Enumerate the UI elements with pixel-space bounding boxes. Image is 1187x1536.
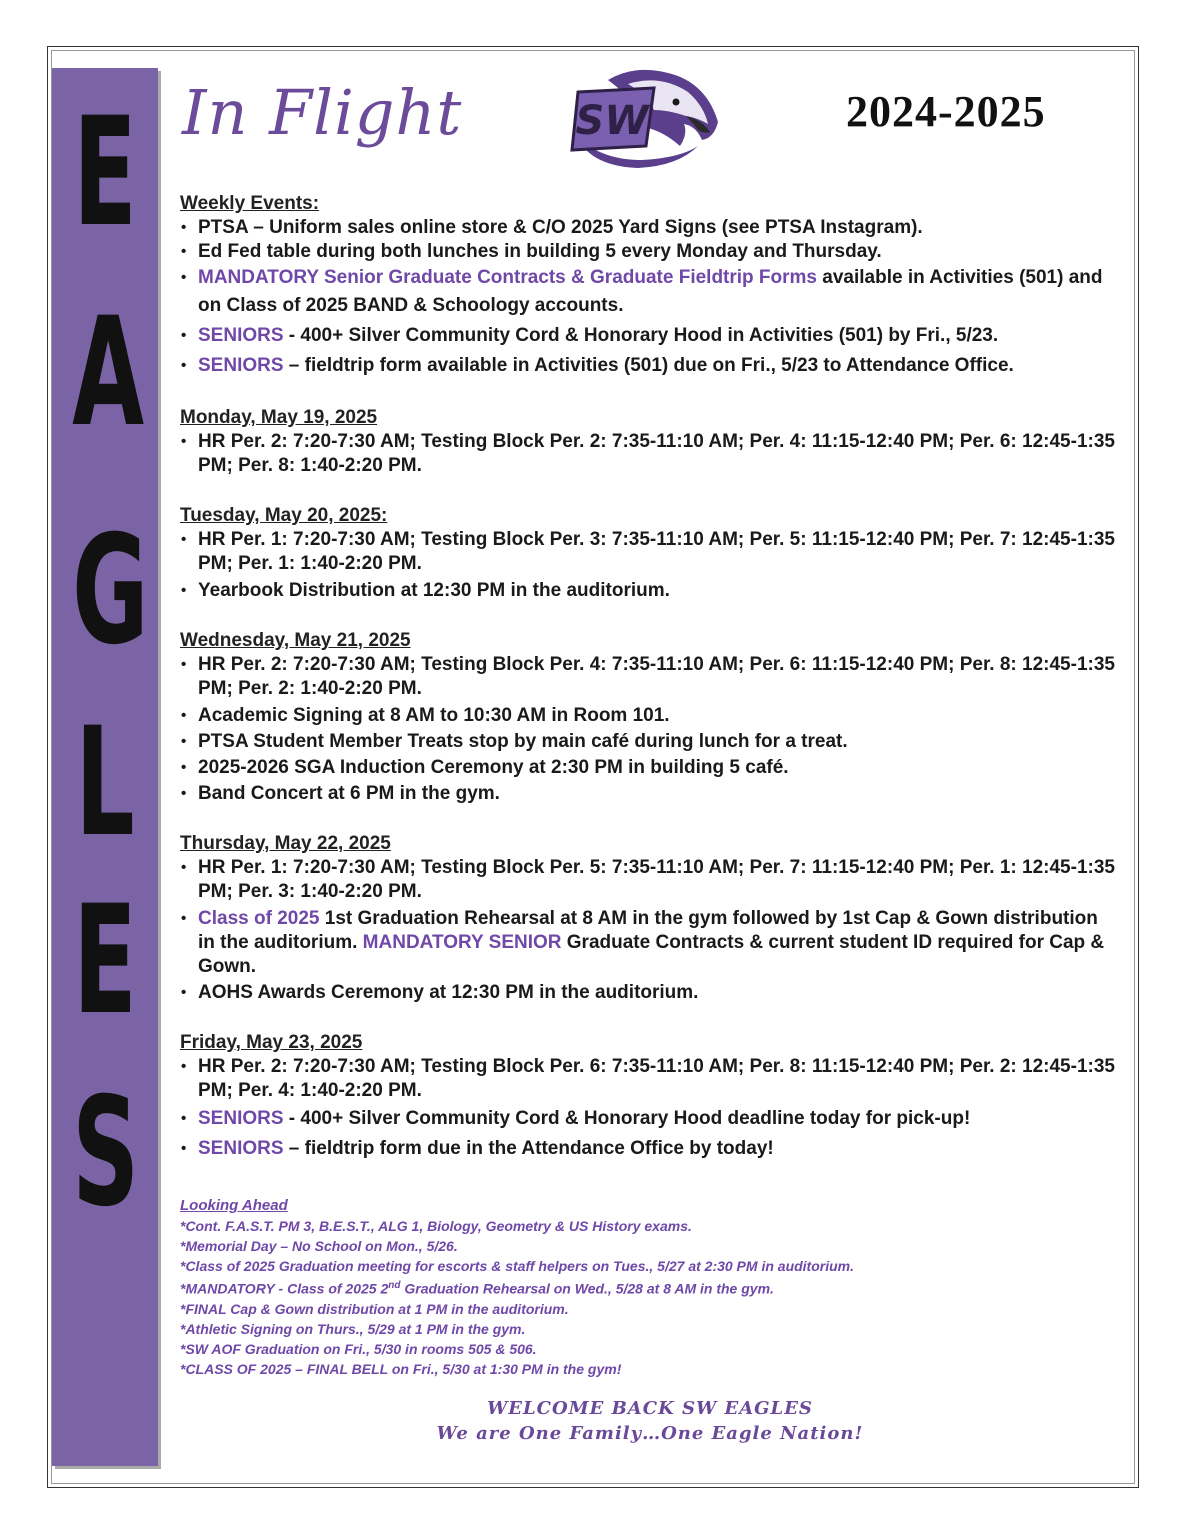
tuesday-list <box>180 528 1120 603</box>
welcome-banner: WELCOME BACK SW EAGLES <box>487 1398 813 1419</box>
side-letter: A <box>72 286 145 460</box>
looking-ahead-item: *Memorial Day – No School on Mon., 5/26. <box>180 1238 458 1254</box>
list-item: • HR Per. 1: 7:20-7:30 AM; Testing Block Per. 3: 7:35-11:10 AM; Per. 5: 11:15-12:40 PM; Per. 7: 12:45-1:35 PM; Per. 1: 1:40-2:20 PM. <box>180 528 1120 576</box>
side-letter: E <box>73 874 137 1048</box>
tuesday-heading: Tuesday, May 20, 2025: <box>180 505 388 526</box>
newsletter-title: In Flight <box>182 76 463 149</box>
looking-ahead-item: *SW AOF Graduation on Fri., 5/30 in rooms 505 & 506. <box>180 1340 537 1357</box>
list-item: • SENIORS - 400+ Silver Community Cord & Honorary Hood deadline today for pick-up! <box>180 1107 1120 1131</box>
list-item: • Band Concert at 6 PM in the gym. <box>180 782 1120 806</box>
monday-heading: Monday, May 19, 2025 <box>180 407 378 428</box>
looking-ahead-heading: Looking Ahead <box>180 1197 288 1214</box>
looking-ahead-section <box>180 1196 1100 1379</box>
list-item: • MANDATORY Senior Graduate Contracts & Graduate Fieldtrip Forms available in Activities (501) and on Class of 2025 BAND & Schoology accounts. <box>180 264 1120 320</box>
highlight-text: MANDATORY Senior Graduate Contracts & Graduate Fieldtrip Forms <box>198 267 818 288</box>
wednesday-heading: Wednesday, May 21, 2025 <box>180 630 411 651</box>
thursday-heading: Thursday, May 22, 2025 <box>180 833 391 854</box>
looking-ahead-item: *MANDATORY - Class of 2025 2nd Graduation Rehearsal on Wed., 5/28 at 8 AM in the gym. <box>180 1280 774 1297</box>
highlight-text: SENIORS <box>198 1138 284 1159</box>
list-item: • Class of 2025 1st Graduation Rehearsal at 8 AM in the gym followed by 1st Cap & Gown distribution in the auditorium. MANDATORY SENIOR Graduate Contracts & current student ID required for Cap & Gown. <box>180 907 1120 979</box>
list-item: • AOHS Awards Ceremony at 12:30 PM in the auditorium. <box>180 981 1120 1005</box>
looking-ahead-item: *Class of 2025 Graduation meeting for escorts & staff helpers on Tues., 5/27 at 2:30 PM in auditorium. <box>180 1258 855 1274</box>
friday-heading: Friday, May 23, 2025 <box>180 1032 363 1053</box>
looking-ahead-item: *CLASS OF 2025 – FINAL BELL on Fri., 5/30 at 1:30 PM in the gym! <box>180 1360 622 1377</box>
highlight-text: SENIORS <box>198 1108 284 1129</box>
list-item: • 2025-2026 SGA Induction Ceremony at 2:30 PM in building 5 café. <box>180 756 1120 780</box>
highlight-text: Class of 2025 <box>198 908 320 929</box>
list-item: • SENIORS – fieldtrip form available in Activities (501) due on Fri., 5/23 to Attendance Office. <box>180 354 1120 378</box>
side-letter: G <box>72 504 149 678</box>
list-item: • HR Per. 1: 7:20-7:30 AM; Testing Block Per. 5: 7:35-11:10 AM; Per. 7: 11:15-12:40 PM; Per. 1: 12:45-1:35 PM; Per. 3: 1:40-2:20 PM. <box>180 856 1120 904</box>
highlight-text: SENIORS <box>198 325 284 346</box>
list-item: • PTSA Student Member Treats stop by main café during lunch for a treat. <box>180 730 1120 754</box>
events-content <box>180 192 1120 1161</box>
friday-list <box>180 1055 1120 1161</box>
motto-text: We are One Family…One Eagle Nation! <box>436 1423 864 1444</box>
list-item: • Academic Signing at 8 AM to 10:30 AM in Room 101. <box>180 704 1120 728</box>
eagle-logo <box>568 62 728 172</box>
looking-ahead-item: *Athletic Signing on Thurs., 5/29 at 1 PM in the gym. <box>180 1320 526 1337</box>
school-year: 2024-2025 <box>846 87 1046 136</box>
list-item: • HR Per. 2: 7:20-7:30 AM; Testing Block Per. 2: 7:35-11:10 AM; Per. 4: 11:15-12:40 PM; Per. 6: 12:45-1:35 PM; Per. 8: 1:40-2:20 PM. <box>180 430 1120 478</box>
list-item: • HR Per. 2: 7:20-7:30 AM; Testing Block Per. 4: 7:35-11:10 AM; Per. 6: 11:15-12:40 PM; Per. 8: 12:45-1:35 PM; Per. 2: 1:40-2:20 PM. <box>180 653 1120 701</box>
monday-list <box>180 430 1120 478</box>
wednesday-list <box>180 653 1120 806</box>
list-item: • Ed Fed table during both lunches in building 5 every Monday and Thursday. <box>180 240 1120 264</box>
looking-ahead-item: *Cont. F.A.S.T. PM 3, B.E.S.T., ALG 1, Biology, Geometry & US History exams. <box>180 1218 692 1234</box>
weekly-events-heading: Weekly Events: <box>180 193 320 214</box>
highlight-text: MANDATORY SENIOR <box>362 932 562 953</box>
looking-ahead-item: *FINAL Cap & Gown distribution at 1 PM in the auditorium. <box>180 1300 569 1317</box>
side-letter: E <box>73 86 137 260</box>
side-letter: S <box>72 1066 140 1240</box>
list-item: • Yearbook Distribution at 12:30 PM in the auditorium. <box>180 579 1120 603</box>
list-item: • PTSA – Uniform sales online store & C/O 2025 Yard Signs (see PTSA Instagram). <box>180 216 1120 240</box>
list-item: • HR Per. 2: 7:20-7:30 AM; Testing Block Per. 6: 7:35-11:10 AM; Per. 8: 11:15-12:40 PM; Per. 2: 12:45-1:35 PM; Per. 4: 1:40-2:20 PM. <box>180 1055 1120 1103</box>
list-item: • SENIORS - 400+ Silver Community Cord & Honorary Hood in Activities (501) by Fri., 5/23. <box>180 324 1120 348</box>
list-item: • SENIORS – fieldtrip form due in the Attendance Office by today! <box>180 1137 1120 1161</box>
eagles-side-bar <box>52 68 158 1466</box>
highlight-text: SENIORS <box>198 355 284 376</box>
thursday-list <box>180 856 1120 1005</box>
logo-text: SW <box>575 98 649 144</box>
side-letter: L <box>75 696 135 870</box>
weekly-events-list <box>180 216 1120 378</box>
